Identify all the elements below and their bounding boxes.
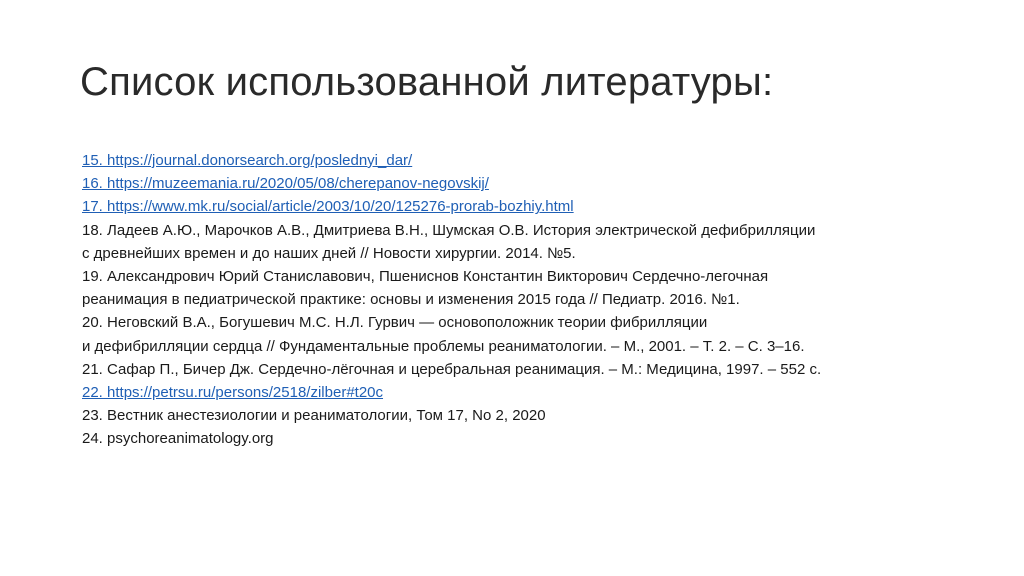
slide-title: Список использованной литературы: [80, 60, 774, 104]
reference-link-22[interactable]: 22. https://petrsu.ru/persons/2518/zilber#t20c [82, 384, 384, 402]
reference-link-15[interactable]: 15. https://journal.donorsearch.org/poslednyi_dar/ [82, 152, 413, 169]
reference-23: 23. Вестник анестезиологии и реаниматологии, Том 17, No 2, 2020 [82, 407, 546, 425]
reference-link-17[interactable]: 17. https://www.mk.ru/social/article/2003/10/20/125276-prorab-bozhiy.html [82, 198, 574, 216]
reference-19-line-1: 19. Александрович Юрий Станиславович, Пшениснов Константин Викторович Сердечно-легочная [82, 268, 769, 286]
reference-18-line-2: с древнейших времен и до наших дней // Новости хирургии. 2014. №5. [82, 244, 576, 262]
reference-link-16[interactable]: 16. https://muzeemania.ru/2020/05/08/cherepanov-negovskij/ [82, 175, 489, 193]
reference-24: 24. psychoreanimatology.org [82, 430, 274, 448]
reference-20-line-2: и дефибрилляции сердца // Фундаментальные проблемы реаниматологии. – М., 2001. – Т. 2. – С. 3–16. [82, 337, 805, 355]
reference-19-line-2: реанимация в педиатрической практике: основы и изменения 2015 года // Педиатр. 2016. №1. [82, 291, 740, 309]
reference-21: 21. Сафар П., Бичер Дж. Сердечно-лёгочная и церебральная реанимация. – М.: Медицина, 1997. – 552 с. [82, 360, 822, 378]
reference-list [82, 149, 962, 451]
reference-20-line-1: 20. Неговский В.А., Богушевич М.С. Н.Л. Гурвич — основоположник теории фибрилляции [82, 314, 708, 332]
reference-18-line-1: 18. Ладеев А.Ю., Марочков А.В., Дмитриева В.Н., Шумская О.В. История электрической дефибрилляции [82, 221, 816, 239]
